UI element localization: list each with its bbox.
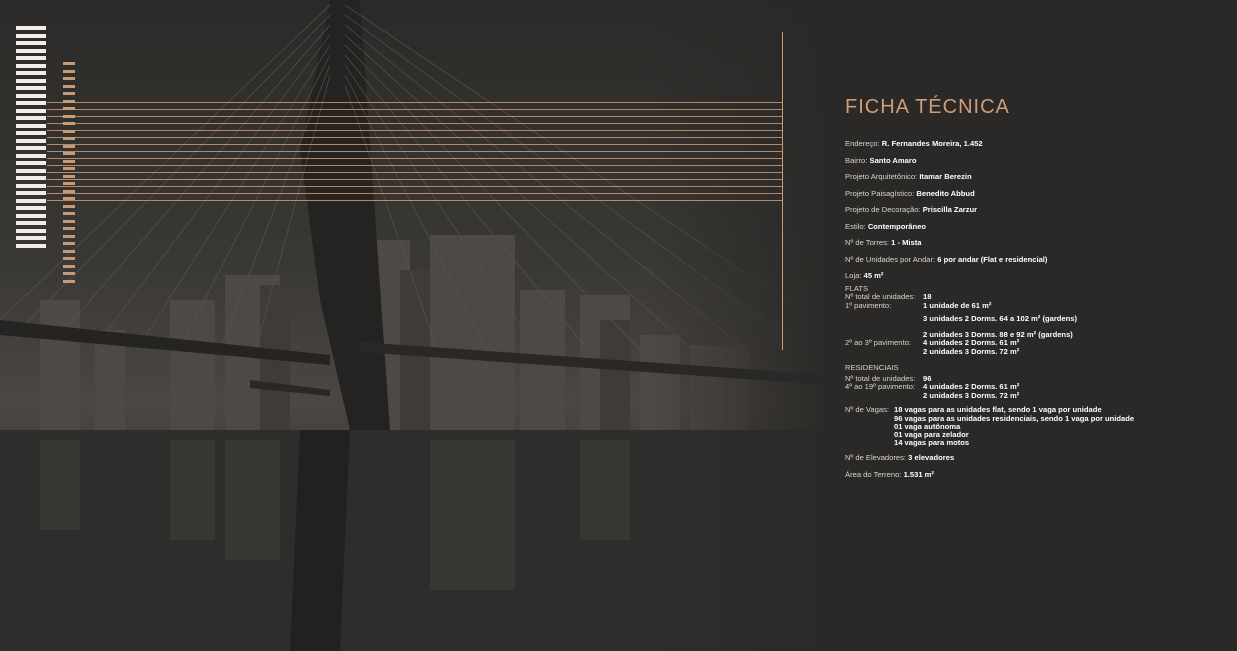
flats-heading: FLATS — [845, 284, 869, 293]
row-value: R. Fernandes Moreira, 1.452 — [881, 139, 983, 148]
white-stripe-decoration — [16, 26, 46, 251]
row-value: Priscilla Zarzur — [922, 205, 978, 214]
vagas-value: 01 vaga para zelador — [894, 429, 969, 439]
row-label: Projeto de Decoração: — [845, 205, 921, 214]
vagas-value: 14 vagas para motos — [894, 438, 970, 448]
info-row — [845, 238, 1225, 247]
flats-first-floor-value: 3 unidades 2 Dorms. 64 a 102 m² (gardens) — [923, 314, 1078, 324]
vagas-value: 01 vaga autônoma — [894, 421, 961, 431]
row-label: Projeto Paisagístico: — [845, 188, 915, 198]
row-value: Contemporâneo — [867, 221, 927, 231]
row-value: 45 m² — [863, 271, 884, 280]
info-row — [845, 470, 1225, 479]
residenciais-total-label: Nº total de unidades: — [845, 373, 916, 383]
info-row — [845, 205, 1225, 214]
row-label: Loja: — [845, 271, 862, 280]
flats-first-floor-label: 1º pavimento: — [845, 300, 892, 310]
residenciais-total-value: 96 — [923, 373, 932, 383]
row-value: 1.531 m² — [903, 469, 934, 479]
info-row — [845, 222, 1225, 231]
row-label: Projeto Arquitetônico: — [845, 172, 918, 181]
technical-sheet — [845, 96, 1225, 486]
vagas-value: 18 vagas para as unidades flat, sendo 1 vaga por unidade — [894, 405, 1102, 415]
row-value: Itamar Berezin — [919, 172, 972, 181]
row-value: 6 por andar (Flat e residencial) — [937, 254, 1048, 264]
flats-first-floor-value: 2 unidades 3 Dorms. 88 e 92 m² (gardens) — [923, 329, 1073, 339]
residenciais-table — [845, 375, 1225, 401]
row-label: Área do Terreno: — [845, 469, 902, 479]
row-label: Nº de Elevadores: — [845, 453, 907, 463]
residenciais-floor-value: 2 unidades 3 Dorms. 72 m² — [923, 390, 1020, 400]
flats-second-floor-label: 2º ao 3º pavimento: — [845, 338, 911, 348]
flats-first-floor-extra — [845, 310, 1225, 339]
info-row — [845, 172, 1225, 181]
page-title: FICHA TÉCNICA — [845, 96, 1010, 118]
residenciais-floor-value: 4 unidades 2 Dorms. 61 m² — [923, 382, 1020, 392]
flats-second-floor-value: 4 unidades 2 Dorms. 61 m² — [923, 338, 1020, 348]
row-value: Santo Amaro — [869, 155, 917, 165]
info-row — [845, 453, 1225, 462]
flats-total-value: 18 — [923, 292, 932, 301]
flats-second-floor-value: 2 unidades 3 Dorms. 72 m² — [923, 346, 1020, 356]
vagas-value: 96 vagas para as unidades residenciais, sendo 1 vaga por unidade — [894, 413, 1135, 423]
vagas-label: Nº de Vagas: — [845, 405, 890, 415]
info-row — [845, 156, 1225, 165]
residenciais-heading: RESIDENCIAIS — [845, 362, 899, 372]
row-value: 3 elevadores — [908, 453, 955, 463]
residenciais-floor-label: 4º ao 19º pavimento: — [845, 382, 916, 392]
photo-fade-overlay — [650, 0, 830, 651]
vertical-divider-line — [782, 32, 783, 350]
row-label: Endereço: — [845, 139, 880, 148]
row-label: Nº de Unidades por Andar: — [845, 254, 936, 264]
row-label: Estilo: — [845, 221, 866, 231]
info-row — [845, 271, 1225, 280]
flats-second-table — [845, 339, 1225, 356]
flats-table — [845, 293, 1225, 310]
flats-total-label: Nº total de unidades: — [845, 292, 916, 301]
horizontal-lines-decoration — [47, 102, 782, 207]
vagas-table — [845, 406, 1225, 447]
info-row — [845, 255, 1225, 264]
row-label: Bairro: — [845, 155, 868, 165]
row-value: 1 - Mista — [891, 238, 922, 247]
info-row — [845, 139, 1225, 148]
flats-first-floor-value: 1 unidade de 61 m² — [923, 300, 992, 310]
row-label: Nº de Torres: — [845, 238, 889, 247]
row-value: Benedito Abbud — [916, 188, 975, 198]
info-row — [845, 189, 1225, 198]
